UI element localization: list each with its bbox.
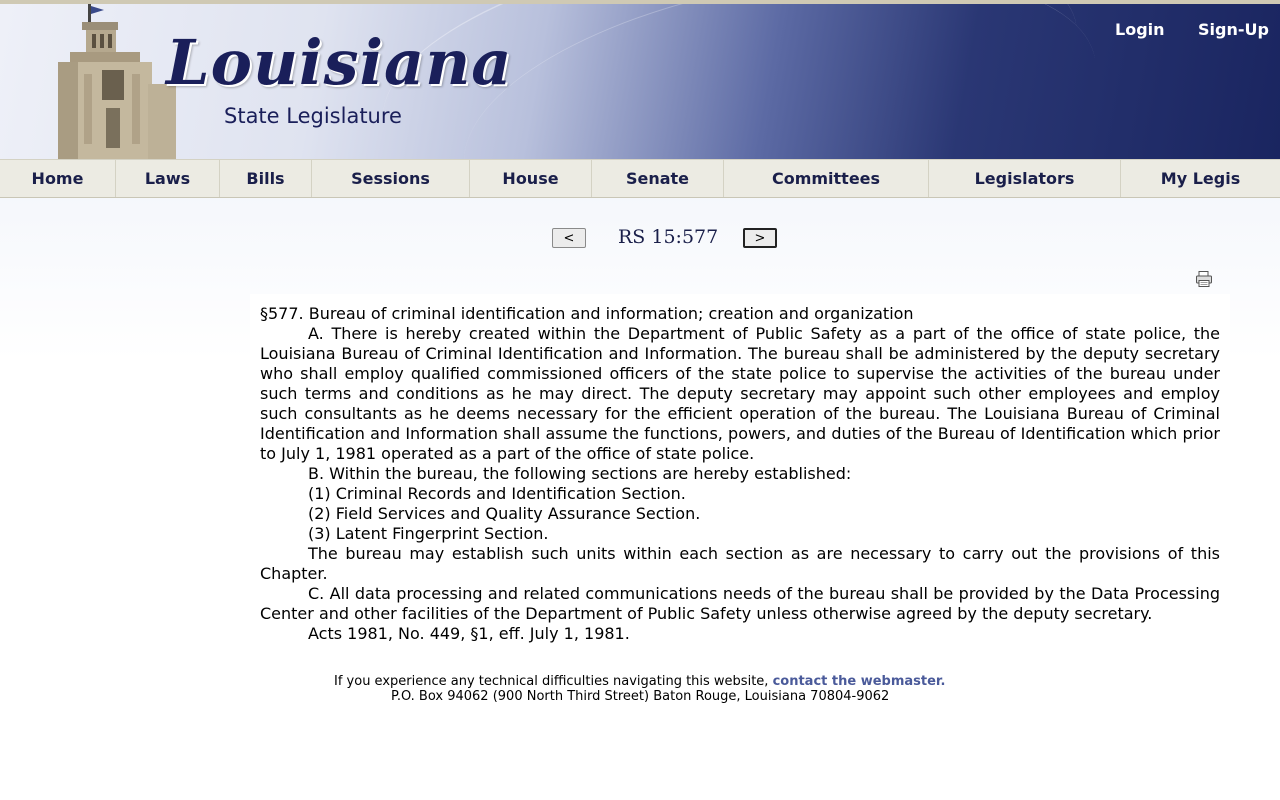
logo-title[interactable]: Louisiana <box>166 26 513 99</box>
paragraph: (2) Field Services and Quality Assurance Section. <box>308 504 701 523</box>
nav-item-laws[interactable]: Laws <box>116 160 220 197</box>
signup-link[interactable]: Sign-Up <box>1198 20 1269 39</box>
statute-title: RS 15:577 <box>618 226 719 248</box>
footer-support-text: If you experience any technical difficulties navigating this website, <box>334 674 773 689</box>
paragraph: B. Within the bureau, the following sections are hereby established: <box>308 464 852 483</box>
next-section-button[interactable]: > <box>743 228 777 248</box>
statute-pager <box>0 226 1280 256</box>
paragraph: C. All data processing and related communications needs of the bureau shall be provided by the Data Processing Center and other facilities of the Department of Public Safety unless otherwise agreed by the deputy secretary. <box>260 584 1220 623</box>
nav-item-bills[interactable]: Bills <box>220 160 312 197</box>
nav-item-sessions[interactable]: Sessions <box>312 160 470 197</box>
capitol-building-icon <box>36 4 176 159</box>
paragraph: (1) Criminal Records and Identification Section. <box>308 484 686 503</box>
previous-section-button[interactable]: < <box>552 228 586 248</box>
footer-support-line <box>334 674 945 689</box>
nav-item-legislators[interactable]: Legislators <box>929 160 1121 197</box>
nav-item-senate[interactable]: Senate <box>592 160 724 197</box>
section-heading: §577. Bureau of criminal identification and information; creation and organization <box>260 304 914 323</box>
paragraph: The bureau may establish such units within each section as are necessary to carry out the provisions of this Chapter. <box>260 544 1220 583</box>
contact-webmaster-link[interactable]: contact the webmaster. <box>772 674 946 689</box>
main-nav <box>0 159 1280 198</box>
paragraph: A. There is hereby created within the Department of Public Safety as a part of the office of state police, the Louisiana Bureau of Criminal Identification and Information. The bureau shall be administered by the deputy secretary who shall employ qualified commissioned officers of the state police to supervise the activities of the bureau under such terms and conditions as he may direct. The deputy secretary may appoint such other employees and employ such consultants as he deems necessary for the efficient operation of the bureau. The Louisiana Bureau of Criminal Identification and Information shall assume the functions, powers, and duties of the Bureau of Identification which prior to July 1, 1981 operated as a part of the office of state police. <box>260 324 1220 463</box>
nav-item-home[interactable]: Home <box>0 160 116 197</box>
nav-item-house[interactable]: House <box>470 160 592 197</box>
history-note: Acts 1981, No. 449, §1, eff. July 1, 1981. <box>308 624 630 643</box>
statute-text <box>250 294 1230 666</box>
login-link[interactable]: Login <box>1115 20 1165 39</box>
footer-address: P.O. Box 94062 (900 North Third Street) Baton Rouge, Louisiana 70804-9062 <box>391 689 890 704</box>
nav-item-my-legis[interactable]: My Legis <box>1160 169 1241 188</box>
logo-subtitle[interactable]: State Legislature <box>224 104 402 128</box>
paragraph: (3) Latent Fingerprint Section. <box>308 524 549 543</box>
site-banner <box>0 4 1280 159</box>
printer-icon[interactable] <box>1195 270 1213 288</box>
nav-item-committees[interactable]: Committees <box>724 160 929 197</box>
